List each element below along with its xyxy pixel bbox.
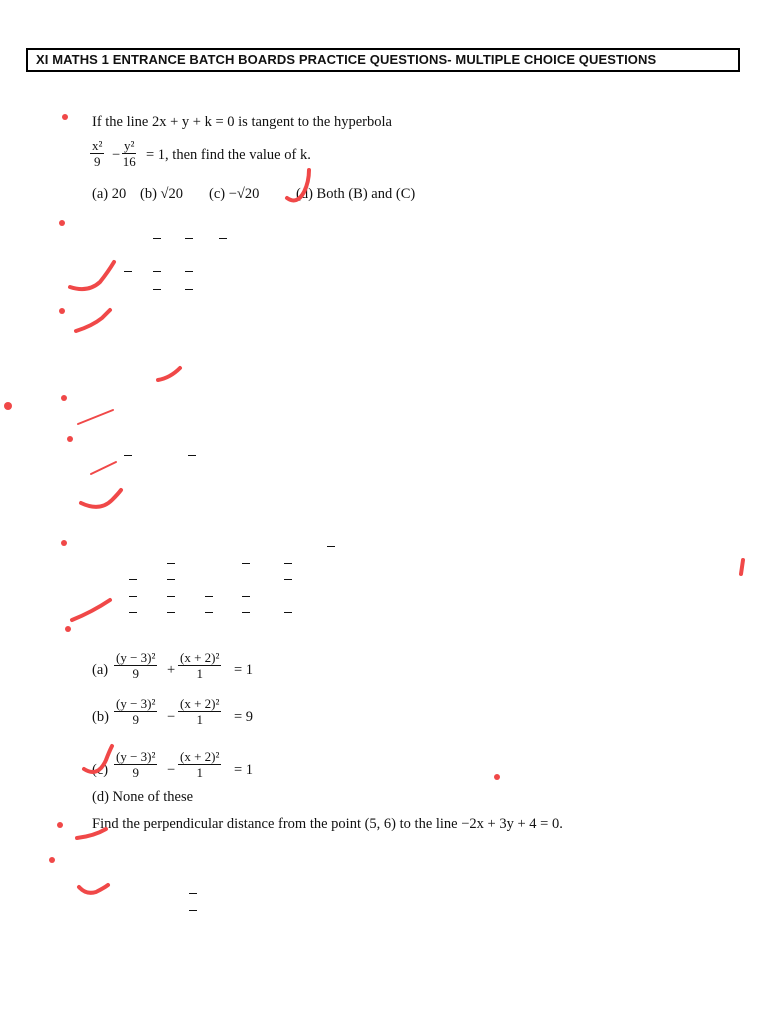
check-mark-annotation xyxy=(76,310,110,331)
check-mark-annotation xyxy=(81,490,121,507)
q5-c-rhs: = 1 xyxy=(234,762,254,778)
q5-b-operator: − xyxy=(167,709,176,725)
bullet-dot-annotation xyxy=(49,857,55,863)
q5-c-fraction-2: (x + 2)² 1 xyxy=(180,749,220,780)
check-mark-annotation xyxy=(287,170,309,200)
bullet-dot-annotation xyxy=(494,774,500,780)
check-mark-annotation xyxy=(79,885,108,893)
check-mark-annotation xyxy=(158,368,180,380)
bullet-dot-annotation xyxy=(65,626,71,632)
q1-fraction-x2-over-9: x² 9 xyxy=(92,138,103,169)
q6-statement: Find the perpendicular distance from the point (5, 6) to the line −2x + 3y + 4 = 0. xyxy=(92,816,563,832)
bullet-dot-annotation xyxy=(57,822,63,828)
q1-option-b: (b) √20 xyxy=(140,186,183,202)
slash-annotation xyxy=(78,410,113,424)
q1-option-a: (a) 20 xyxy=(92,186,127,202)
bullet-dot-annotation xyxy=(59,308,65,314)
q5-option-d: (d) None of these xyxy=(92,789,194,805)
slash-annotation xyxy=(741,560,743,574)
q5-a-fraction-2: (x + 2)² 1 xyxy=(180,650,220,681)
q5-a-fraction-1: (y − 3)² 9 xyxy=(116,650,156,681)
bullet-dot-annotation xyxy=(67,436,73,442)
bullet-dot-annotation xyxy=(59,220,65,226)
q5-a-operator: + xyxy=(167,662,176,678)
bullet-dot-annotation xyxy=(61,395,67,401)
q5-a-rhs: = 1 xyxy=(234,662,254,678)
q1-minus-sign: − xyxy=(112,147,121,163)
document-header: XI MATHS 1 ENTRANCE BATCH BOARDS PRACTICE QUESTIONS- MULTIPLE CHOICE QUESTIONS xyxy=(26,48,740,72)
q5-b-fraction-1: (y − 3)² 9 xyxy=(116,696,156,727)
q1-option-d: (d) Both (B) and (C) xyxy=(296,186,416,202)
q5-option-a-label: (a) xyxy=(92,662,109,678)
q1-statement: If the line 2x + y + k = 0 is tangent to the hyperbola xyxy=(92,114,392,130)
q1-option-c: (c) −√20 xyxy=(209,186,260,202)
bullet-dot-annotation xyxy=(62,114,68,120)
q1-fraction-y2-over-16: y² 16 xyxy=(122,138,136,169)
q5-option-c-label: (c) xyxy=(92,762,109,778)
bullet-dot-annotation xyxy=(4,402,12,410)
slash-annotation xyxy=(91,462,116,474)
q5-c-fraction-1: (y − 3)² 9 xyxy=(116,749,156,780)
q5-b-rhs: = 9 xyxy=(234,709,254,725)
bullet-dot-annotation xyxy=(61,540,67,546)
q5-c-operator: − xyxy=(167,762,176,778)
q5-b-fraction-2: (x + 2)² 1 xyxy=(180,696,220,727)
check-mark-annotation xyxy=(84,746,112,772)
q5-option-b-label: (b) xyxy=(92,709,109,725)
check-mark-annotation xyxy=(72,600,110,620)
q1-equation-tail: = 1, then find the value of k. xyxy=(146,147,311,163)
check-mark-annotation xyxy=(70,262,114,289)
underline-annotation xyxy=(77,829,106,838)
